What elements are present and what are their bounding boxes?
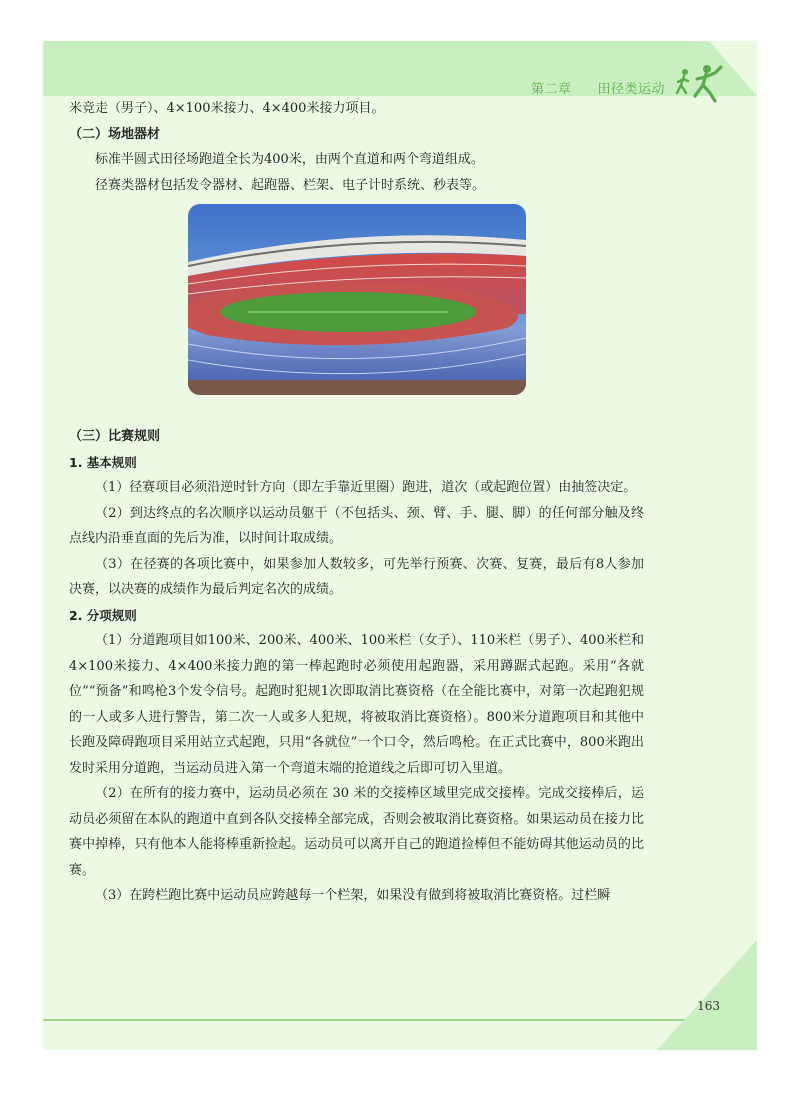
heading-rules: （三）比赛规则 [69,429,161,444]
paragraph-venue-equipment: 径赛类器材包括发令器材、起跑器、栏架、电子计时系统、秒表等。 [95,177,486,193]
figure [69,198,644,424]
stadium-photo [188,204,526,395]
paragraph-event-3: （3）在跨栏跑比赛中运动员应跨越每一个栏架，如果没有做到将被取消比赛资格。过栏瞬 [95,888,611,903]
paragraph-venue-track: 标准半圆式田径场跑道全长为400米，由两个直道和两个弯道组成。 [95,152,484,167]
section-label: 田径类运动 [597,82,665,97]
body-text [69,96,644,909]
heading-basic-rules: 1. 基本规则 [69,454,137,470]
heading-venue: （二）场地器材 [69,126,161,142]
heading-event-rules: 2. 分项规则 [69,607,137,623]
paragraph-basic-3: （3）在径赛的各项比赛中，如果参加人数较多，可先举行预赛、次赛、复赛，最后有8人参加决赛，以决赛的成绩作为最后判定名次的成绩。 [69,556,644,597]
running-header [531,78,665,97]
runner-icon [673,63,729,103]
paragraph-event-1: （1）分道跑项目如100米、200米、400米、100米栏（女子）、110米栏（男子）、400米栏和4×100米接力、4×400米接力跑的第一棒起跑时必须使用起跑器，采用蹲踞式起跑。采用“各就位”“预备”和鸣枪3个发令信号。起跑时犯规1次即取消比赛资格（在全能比赛中，对第一次起跑犯规的一人或多人进行警告，第二次一人或多人犯规，将被取消比赛资格）。800米分道跑项目和其他中长跑及障碍跑项目采用站立式起跑，只用“各就位”一个口令，然后鸣枪。在正式比赛中，800米跑出发时采用分道跑，当运动员进入第一个弯道末端的抢道线之后即可切入里道。 [69,633,644,776]
paragraph-basic-1: （1）径赛项目必须沿逆时针方向（即左手靠近里圈）跑进，道次（或起跑位置）由抽签决定。 [95,480,637,495]
footer-corner-decoration [657,940,757,1050]
paragraph-event-2: （2）在所有的接力赛中，运动员必须在 30 米的交接棒区域里完成交接棒。完成交接棒后，运动员必须留在本队的跑道中直到各队交接棒全部完成，否则会被取消比赛资格。如果运动员在接力比赛中掉棒，只有他本人能将棒重新捡起。运动员可以离开自己的跑道捡棒但不能妨碍其他运动员的比赛。 [69,786,644,878]
paragraph-basic-2: （2）到达终点的名次顺序以运动员躯干（不包括头、颈、臂、手、腿、脚）的任何部分触及终点线内沿垂直面的先后为准，以时间计取成绩。 [69,505,644,546]
paragraph-intro: 米竞走（男子）、4×100米接力、4×400米接力项目。 [69,101,385,116]
footer-rule [43,1019,757,1021]
page-number: 163 [697,999,720,1013]
chapter-label: 第二章 [530,82,572,97]
